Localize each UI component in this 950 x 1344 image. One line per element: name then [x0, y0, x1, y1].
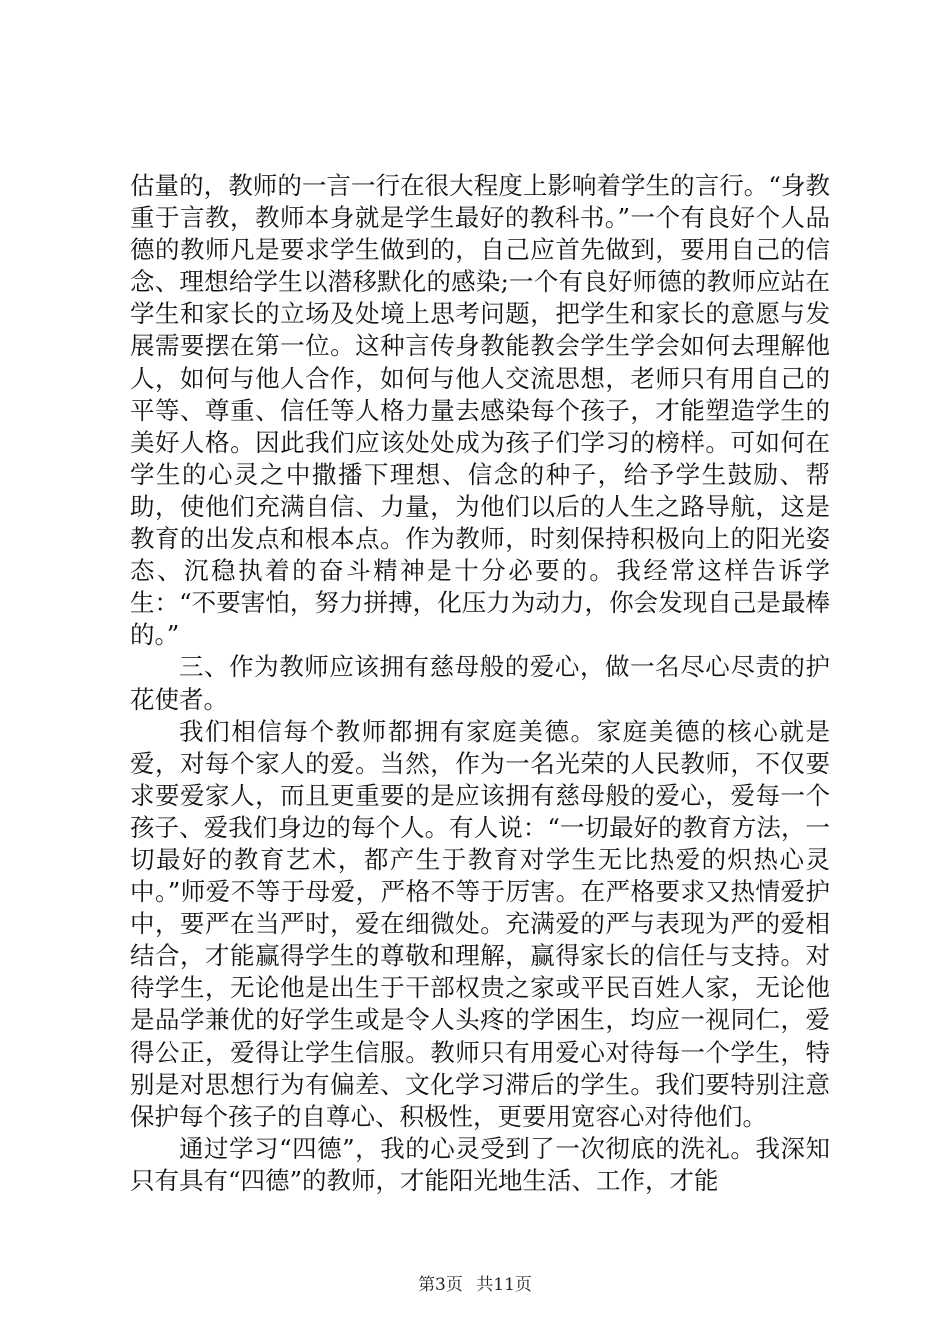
page-number: 第3页	[418, 1275, 463, 1295]
section-heading-three: 三、作为教师应该拥有慈母般的爱心，做一名尽心尽责的护花使者。	[130, 652, 830, 714]
paragraph-conclusion: 通过学习“四德”，我的心灵受到了一次彻底的洗礼。我深知只有具有“四德”的教师，才能阳光地生活、工作，才能	[130, 1133, 830, 1195]
document-body	[130, 170, 830, 1197]
paragraph-continuation: 估量的，教师的一言一行在很大程度上影响着学生的言行。“身教重于言教，教师本身就是学生最好的教科书。”一个有良好个人品德的教师凡是要求学生做到的，自己应首先做到，要用自己的信念、理想给学生以潜移默化的感染;一个有良好师德的教师应站在学生和家长的立场及处境上思考问题，把学生和家长的意愿与发展需要摆在第一位。这种言传身教能教会学生学会如何去理解他人，如何与他人合作，如何与他人交流思想，老师只有用自己的平等、尊重、信任等人格力量去感染每个孩子，才能塑造学生的美好人格。因此我们应该处处成为孩子们学习的榜样。可如何在学生的心灵之中撒播下理想、信念的种子，给予学生鼓励、帮助，使他们充满自信、力量，为他们以后的人生之路导航，这是教育的出发点和根本点。作为教师，时刻保持积极向上的阳光姿态、沉稳执着的奋斗精神是十分必要的。我经常这样告诉学生：“不要害怕，努力拼搏，化压力为动力，你会发现自己是最棒的。”	[130, 171, 830, 650]
page-total: 共11页	[476, 1275, 532, 1295]
page-footer	[0, 1270, 950, 1295]
paragraph-family-virtue: 我们相信每个教师都拥有家庭美德。家庭美德的核心就是爱，对每个家人的爱。当然，作为一名光荣的人民教师，不仅要求要爱家人，而且更重要的是应该拥有慈母般的爱心，爱每一个孩子、爱我们身边的每个人。有人说：“一切最好的教育方法，一切最好的教育艺术，都产生于教育对学生无比热爱的炽热心灵中。”师爱不等于母爱，严格不等于厉害。在严格要求又热情爱护中，要严在当严时，爱在细微处。充满爱的严与表现为严的爱相结合，才能赢得学生的尊敬和理解，赢得家长的信任与支持。对待学生，无论他是出生于干部权贵之家或平民百姓人家，无论他是品学兼优的好学生或是令人头疼的学困生，均应一视同仁，爱得公正，爱得让学生信服。教师只有用爱心对待每一个学生，特别是对思想行为有偏差、文化学习滞后的学生。我们要特别注意保护每个孩子的自尊心、积极性，更要用宽容心对待他们。	[130, 716, 830, 1131]
